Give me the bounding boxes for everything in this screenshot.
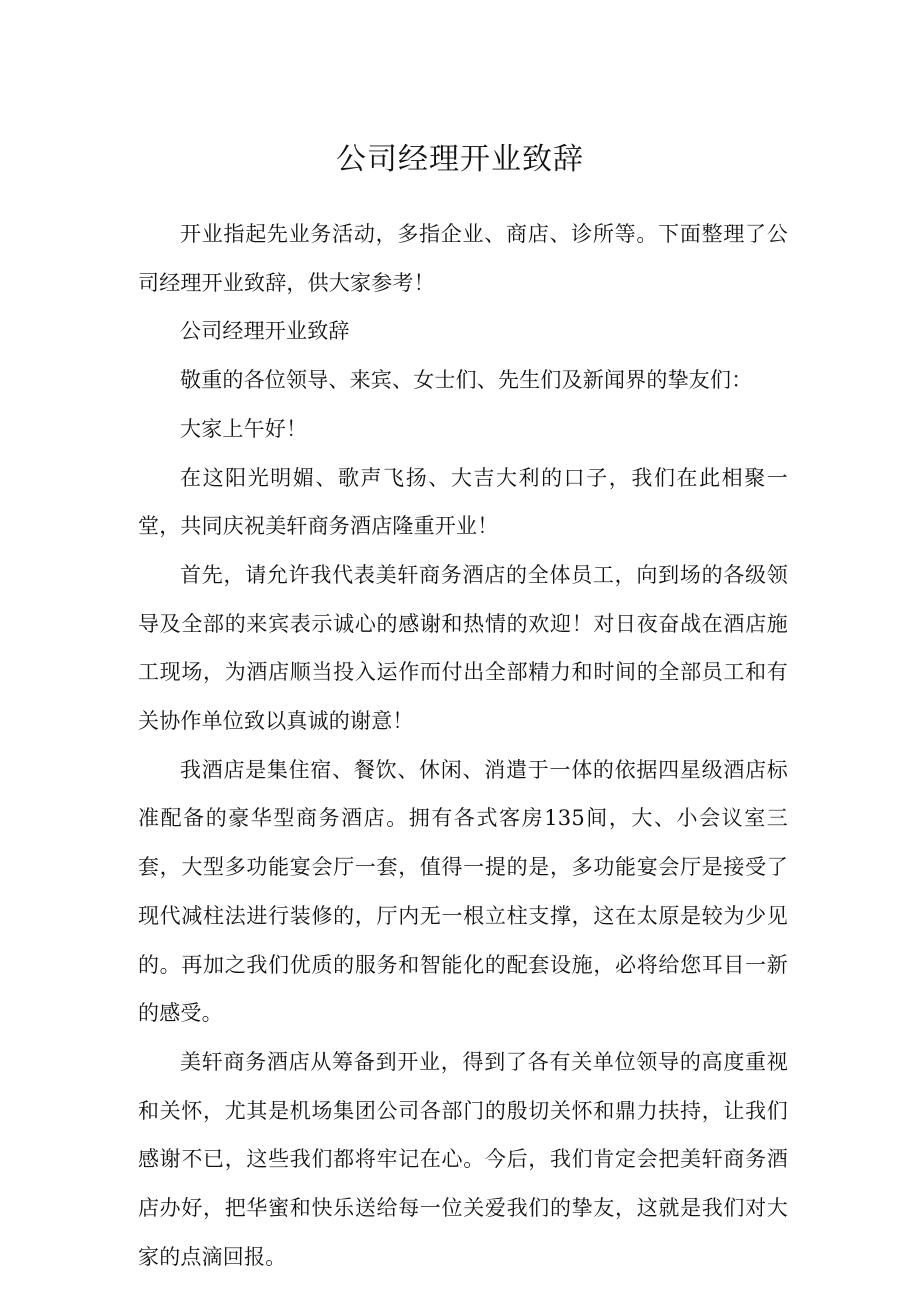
paragraph-subtitle: 公司经理开业致辞 <box>180 319 350 344</box>
document-body <box>138 210 788 1281</box>
document-title: 公司经理开业致辞 <box>336 142 584 177</box>
paragraph-intro: 开业指起先业务活动，多指企业、商店、诊所等。下面整理了公司经理开业致辞，供大家参考！ <box>138 222 788 295</box>
paragraph-greeting: 大家上午好！ <box>180 416 308 441</box>
paragraph-celebration: 在这阳光明媚、歌声飞扬、大吉大利的口子，我们在此相聚一堂，共同庆祝美轩商务酒店隆重开业！ <box>138 465 788 539</box>
paragraph-salutation: 敬重的各位领导、来宾、女士们、先生们及新闻界的挚友们： <box>180 368 753 393</box>
paragraph-closing: 美轩商务酒店从筹备到开业，得到了各有关单位领导的高度重视和关怀，尤其是机场集团公司各部门的殷切关怀和鼎力扶持，让我们感谢不已，这些我们都将牢记在心。今后，我们肯定会把美轩商务酒店办好，把华蜜和快乐送给每一位关爱我们的挚友，这就是我们对大家的点滴回报。 <box>138 1049 788 1269</box>
paragraph-hotel-description: 我酒店是集住宿、餐饮、休闲、消遣于一体的依据四星级酒店标准配备的豪华型商务酒店。拥有各式客房135间，大、小会议室三套，大型多功能宴会厅一套，值得一提的是，多功能宴会厅是接受了现代减柱法进行装修的，厅内无一根立柱支撑，这在太原是较为少见的。再加之我们优质的服务和智能化的配套设施，必将给您耳目一新的感受。 <box>138 757 788 1026</box>
paragraph-thanks: 首先，请允许我代表美轩商务酒店的全体员工，向到场的各级领导及全部的来宾表示诚心的感谢和热情的欢迎！对日夜奋战在酒店施工现场，为酒店顺当投入运作而付出全部精力和时间的全部员工和有关协作单位致以真诚的谢意！ <box>138 562 788 734</box>
